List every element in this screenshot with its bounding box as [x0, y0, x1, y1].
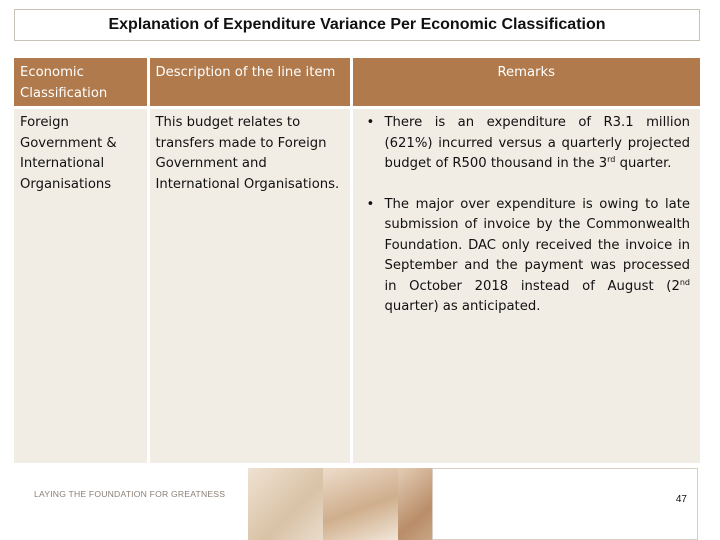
remarks-list [359, 113, 691, 318]
footer-tagline: LAYING THE FOUNDATION FOR GREATNESS [34, 489, 226, 499]
page-number: 47 [675, 494, 687, 505]
remark-item [366, 195, 691, 318]
remark-text: The major over expenditure is owing to late submission of invoice by the Commonwealth Foundation. DAC only received the invoice in September and the payment was processed in October 2018 instead of August (2 [384, 196, 690, 294]
footer-photo [323, 468, 398, 540]
remark-ordinal: rd [607, 155, 616, 164]
slide-title: Explanation of Expenditure Variance Per Economic Classification [14, 9, 700, 41]
remark-item [366, 113, 691, 175]
header-description: Description of the line item [148, 58, 351, 108]
variance-table [14, 58, 700, 463]
bullet-icon: • [366, 115, 375, 130]
remark-text-end: quarter) as anticipated. [384, 299, 541, 314]
remark-text: There is an expenditure of R3.1 million (621%) incurred versus a quarterly projected budget of R500 thousand in the 3 [384, 115, 690, 171]
footer-photo [248, 468, 323, 540]
page-number-box [432, 468, 698, 540]
header-remarks: Remarks [351, 58, 700, 108]
table-row [14, 108, 700, 464]
cell-remarks [351, 108, 700, 464]
bullet-icon: • [366, 196, 375, 212]
table-header-row [14, 58, 700, 108]
remark-text-end: quarter. [615, 156, 672, 171]
cell-description: This budget relates to transfers made to Foreign Government and International Organisations. [148, 108, 351, 464]
header-economic-classification: Economic Classification [14, 58, 148, 108]
cell-classification: Foreign Government & International Organisations [14, 108, 148, 464]
remark-ordinal: nd [679, 277, 690, 287]
